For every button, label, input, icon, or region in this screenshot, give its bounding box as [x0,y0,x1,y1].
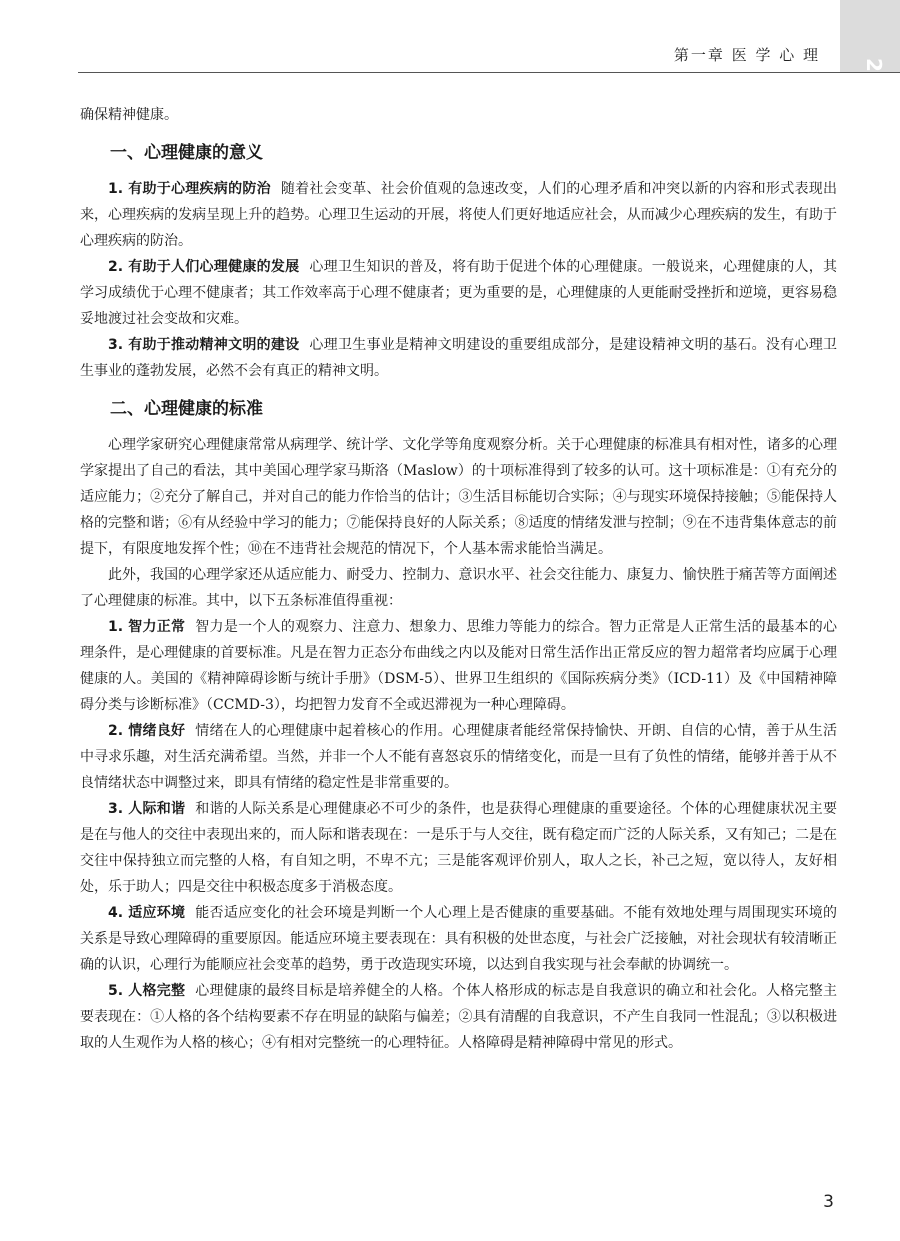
item-text: 能否适应变化的社会环境是判断一个人心理上是否健康的重要基础。不能有效地处理与周围现实环境的关系是导致心理障碍的重要原因。能适应环境主要表现在：具有积极的处世态度，与社会广泛接触，对社会现状有较清晰正确的认识，心理行为能顺应社会变革的趋势，勇于改造现实环境，以达到自我实现与社会奉献的协调统一。 [80,905,838,973]
header-rule [78,72,900,73]
standards-paragraph-1: 心理学家研究心理健康常常从病理学、统计学、文化学等角度观察分析。关于心理健康的标准具有相对性，诸多的心理学家提出了自己的看法，其中美国心理学家马斯洛（Maslow）的十项标准得到了较多的认可。这十项标准是：①有充分的适应能力；②充分了解自己，并对自己的能力作恰当的估计；③生活目标能切合实际；④与现实环境保持接触；⑤能保持人格的完整和谐；⑥有从经验中学习的能力；⑦能保持良好的人际关系；⑧适度的情绪发泄与控制；⑨在不违背集体意志的前提下，有限度地发挥个性；⑩在不违背社会规范的情况下，个人基本需求能恰当满足。 [80,437,837,557]
page-body [80,102,837,1056]
item-lead: 2. 有助于人们心理健康的发展 [108,259,300,275]
year-tab [840,0,900,118]
section-heading-significance: 一、心理健康的意义 [110,143,263,163]
item-lead: 3. 有助于推动精神文明的建设 [108,337,300,353]
standard-item-1 [80,614,837,718]
section-heading-standards: 二、心理健康的标准 [110,399,263,419]
standard-item-2 [80,718,837,796]
item-text: 情绪在人的心理健康中起着核心的作用。心理健康者能经常保持愉快、开朗、自信的心情，善于从生活中寻求乐趣，对生活充满希望。当然，并非一个人不能有喜怒哀乐的情绪变化，而是一旦有了负性的情绪，能够并善于从不良情绪状态中调整过来，即具有情绪的稳定性是非常重要的。 [80,723,838,791]
standard-item-3 [80,796,837,900]
item-text: 随着社会变革、社会价值观的急速改变，人们的心理矛盾和冲突以新的内容和形式表现出来，心理疾病的发病呈现上升的趋势。心理卫生运动的开展，将使人们更好地适应社会，从而减少心理疾病的发生，有助于心理疾病的防治。 [80,181,838,249]
intro-tail-paragraph: 确保精神健康。 [80,107,178,123]
standards-paragraph-2: 此外，我国的心理学家还从适应能力、耐受力、控制力、意识水平、社会交往能力、康复力、愉快胜于痛苦等方面阐述了心理健康的标准。其中，以下五条标准值得重视： [80,567,837,609]
item-lead: 1. 智力正常 [108,619,186,635]
item-lead: 1. 有助于心理疾病的防治 [108,181,271,197]
item-text: 智力是一个人的观察力、注意力、想象力、思维力等能力的综合。智力正常是人正常生活的最基本的心理条件，是心理健康的首要标准。凡是在智力正态分布曲线之内以及能对日常生活作出正常反应的智力超常者均应属于心理健康的人。美国的《精神障碍诊断与统计手册》（DSM-5）、世界卫生组织的《国际疾病分类》（ICD-11）及《中国精神障碍分类与诊断标准》（CCMD-3），均把智力发育不全或迟滞视为一种心理障碍。 [80,619,838,713]
page-number: 3 [823,1192,834,1212]
item-text: 心理健康的最终目标是培养健全的人格。个体人格形成的标志是自我意识的确立和社会化。人格完整主要表现在：①人格的各个结构要素不存在明显的缺陷与偏差；②具有清醒的自我意识，不产生自我同一性混乱；③以积极进取的人生观作为人格的核心；④有相对完整统一的心理特征。人格障碍是精神障碍中常见的形式。 [80,983,838,1051]
standard-item-4 [80,900,837,978]
running-header-chapter-title: 第一章 医 学 心 理 [673,46,820,64]
year-tab-label: 2026 [862,58,886,118]
item-text: 和谐的人际关系是心理健康必不可少的条件，也是获得心理健康的重要途径。个体的心理健康状况主要是在与他人的交往中表现出来的，而人际和谐表现在：一是乐于与人交往，既有稳定而广泛的人际关系，又有知己；二是在交往中保持独立而完整的人格，有自知之明，不卑不亢；三是能客观评价别人，取人之长，补己之短，宽以待人，友好相处，乐于助人；四是交往中积极态度多于消极态度。 [80,801,838,895]
significance-item-3 [80,332,837,384]
significance-item-2 [80,254,837,332]
item-text: 心理卫生事业是精神文明建设的重要组成部分，是建设精神文明的基石。没有心理卫生事业的蓬勃发展，必然不会有真正的精神文明。 [80,337,838,379]
standard-item-5 [80,978,837,1056]
item-lead: 3. 人际和谐 [108,801,186,817]
item-lead: 5. 人格完整 [108,983,186,999]
significance-item-1 [80,176,837,254]
item-lead: 2. 情绪良好 [108,723,186,739]
item-text: 心理卫生知识的普及，将有助于促进个体的心理健康。一般说来，心理健康的人，其学习成绩优于心理不健康者；其工作效率高于心理不健康者；更为重要的是，心理健康的人更能耐受挫折和逆境，更容易稳妥地渡过社会变故和灾难。 [80,259,838,327]
item-lead: 4. 适应环境 [108,905,186,921]
